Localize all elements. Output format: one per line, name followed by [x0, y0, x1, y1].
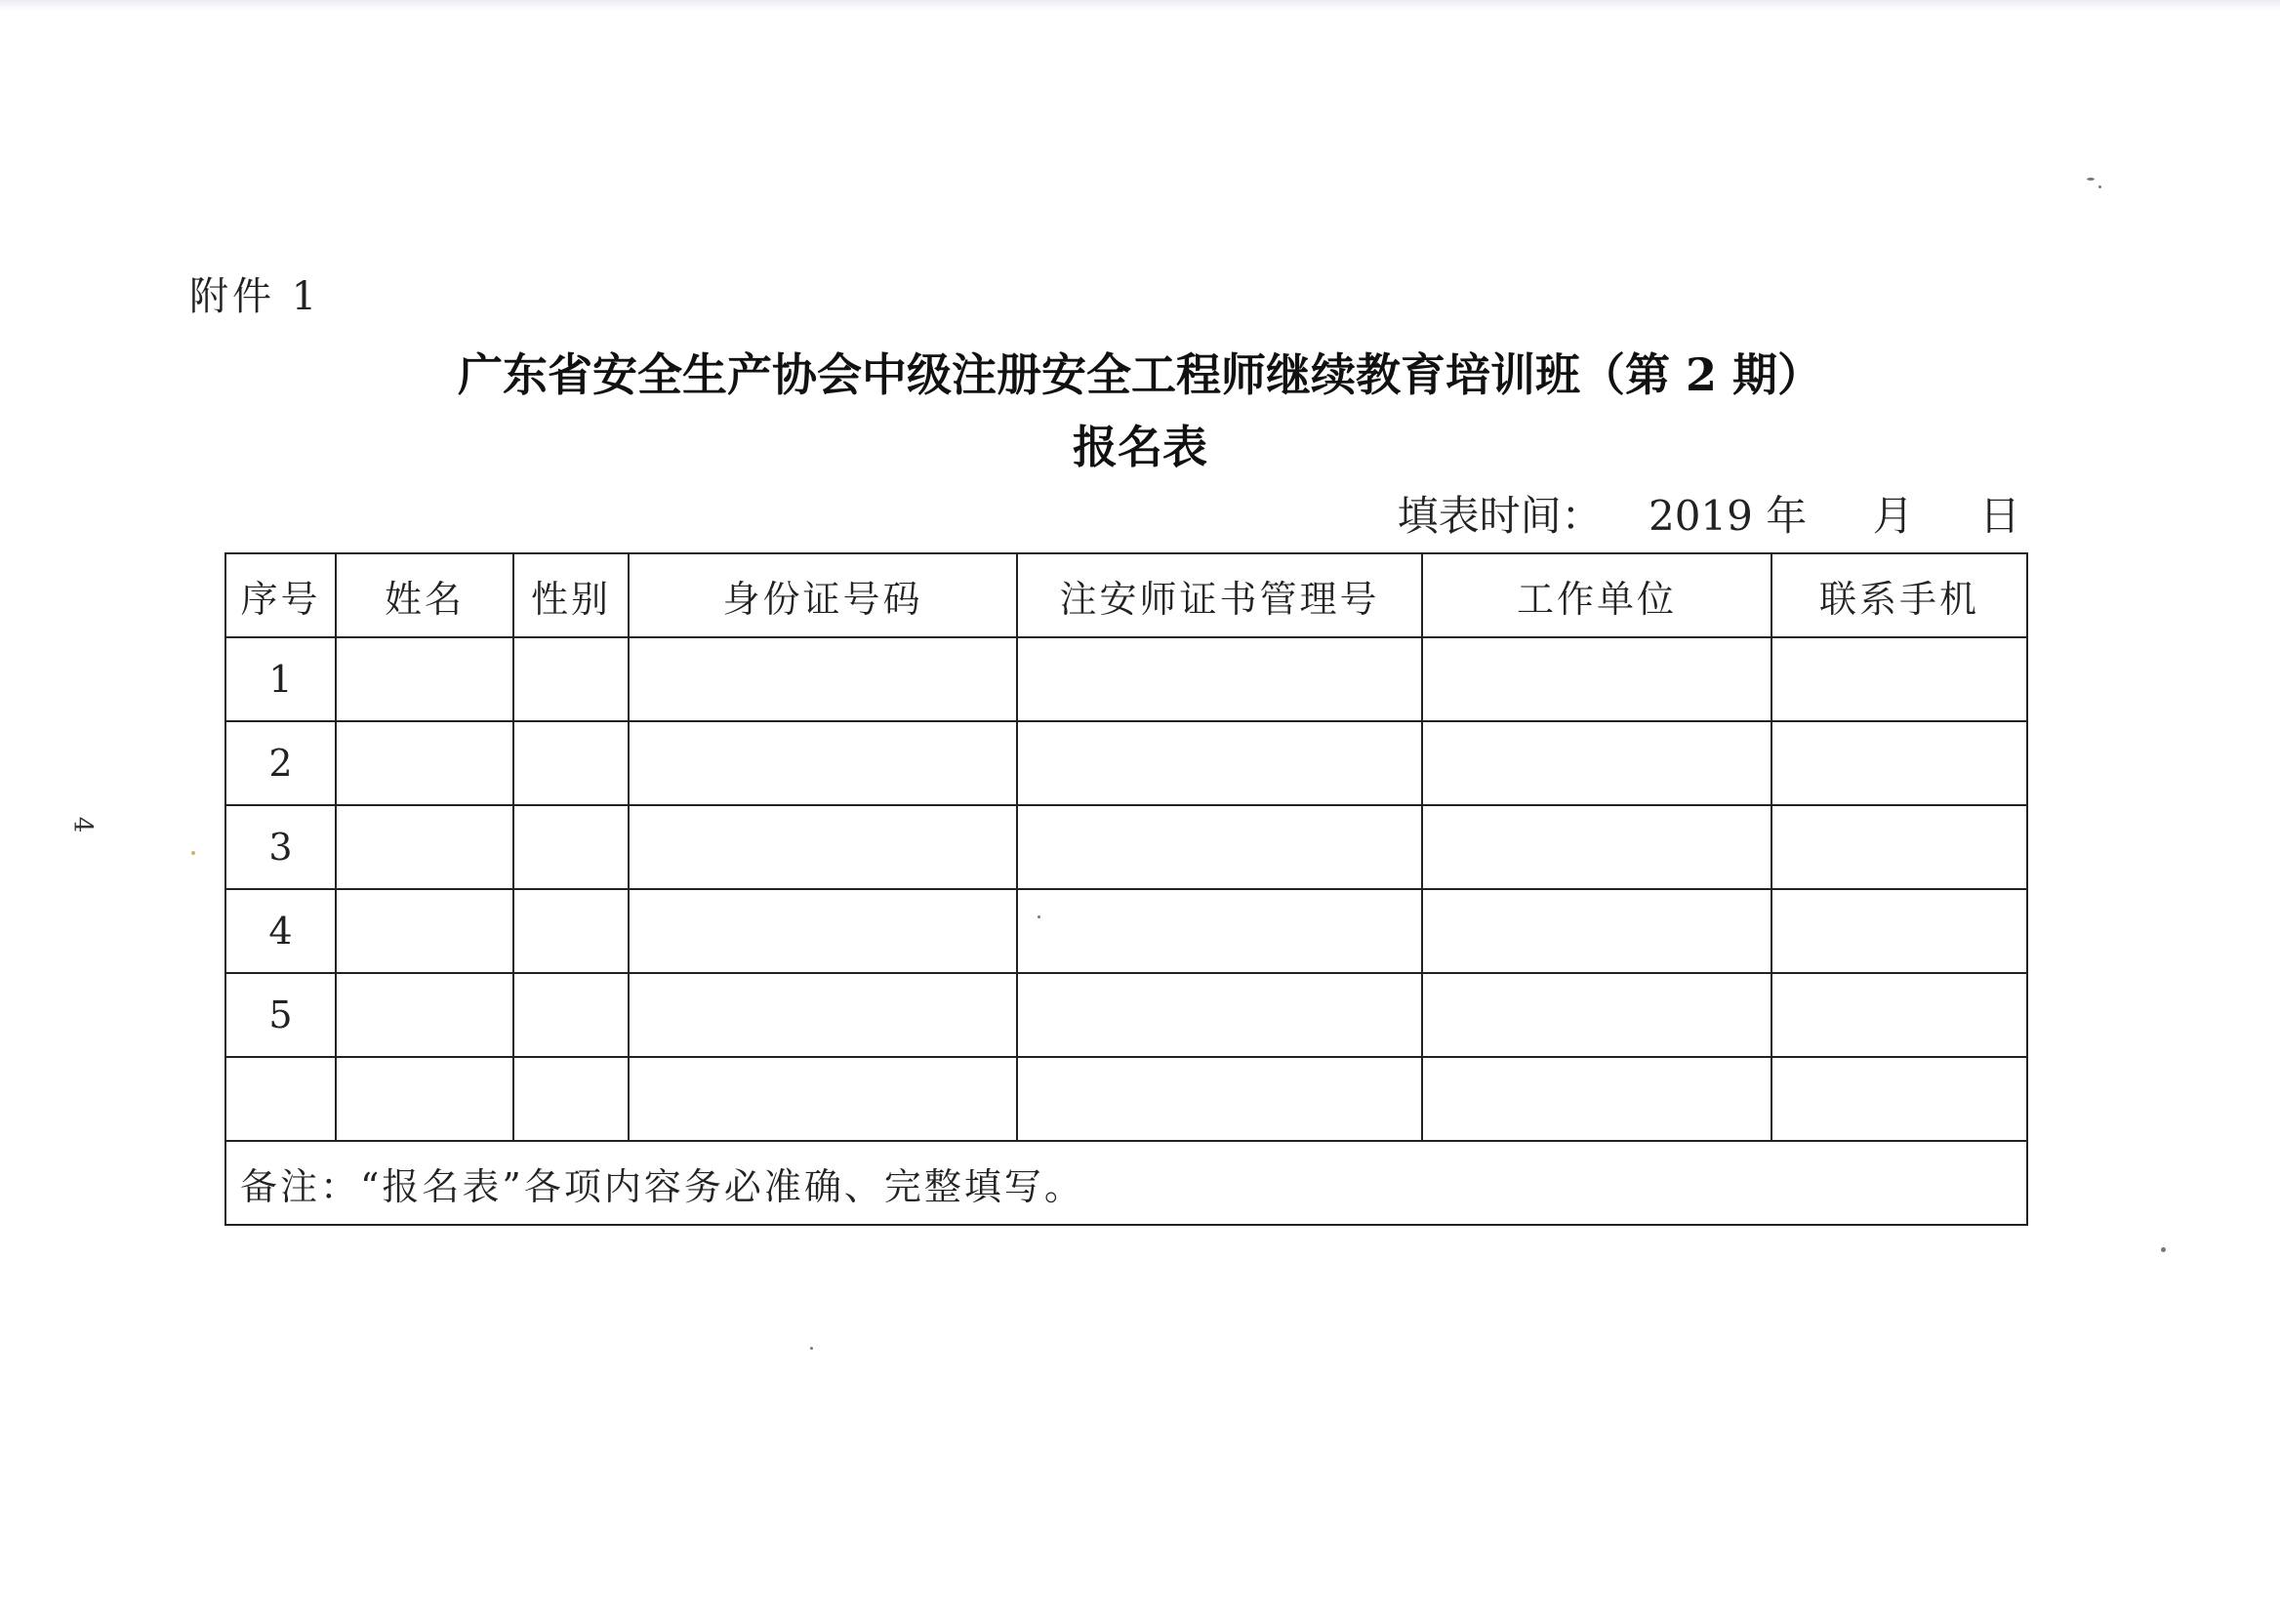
mobile-cell[interactable]: [1771, 1057, 2027, 1141]
id-number-cell[interactable]: [629, 1057, 1017, 1141]
mobile-cell[interactable]: [1771, 889, 2027, 973]
employer-cell[interactable]: [1422, 721, 1771, 805]
table-row: [225, 721, 2027, 805]
employer-cell[interactable]: [1422, 805, 1771, 889]
header-gender: 性别: [513, 553, 629, 637]
fill-date-year: 2019: [1648, 492, 1753, 540]
document-title: 广东省安全生产协会中级注册安全工程师继续教育培训班（第 2 期）: [457, 348, 1823, 401]
employer-cell[interactable]: [1422, 889, 1771, 973]
table-row: [225, 973, 2027, 1057]
registration-table: [224, 552, 2028, 1226]
table-row: [225, 805, 2027, 889]
mobile-cell[interactable]: [1771, 805, 2027, 889]
page-number: 4: [67, 816, 98, 833]
employer-cell[interactable]: [1422, 1057, 1771, 1141]
row-index: 2: [225, 721, 336, 805]
employer-cell[interactable]: [1422, 973, 1771, 1057]
scan-speck: [2161, 1247, 2166, 1252]
employer-cell[interactable]: [1422, 637, 1771, 721]
scan-edge-shading: [0, 0, 2280, 10]
gender-cell[interactable]: [513, 1057, 629, 1141]
id-number-cell[interactable]: [629, 637, 1017, 721]
certificate-number-cell[interactable]: [1017, 805, 1422, 889]
fill-date-year-unit: 年: [1766, 492, 1808, 540]
mobile-cell[interactable]: [1771, 973, 2027, 1057]
row-index: 1: [225, 637, 336, 721]
name-cell[interactable]: [336, 805, 513, 889]
gender-cell[interactable]: [513, 805, 629, 889]
header-id-number: 身份证号码: [629, 553, 1017, 637]
certificate-number-cell[interactable]: [1017, 721, 1422, 805]
table-header-row: [225, 553, 2027, 637]
fill-date-line: [1398, 484, 2020, 543]
certificate-number-cell[interactable]: [1017, 889, 1422, 973]
row-index: 4: [225, 889, 336, 973]
name-cell[interactable]: [336, 973, 513, 1057]
row-index: 3: [225, 805, 336, 889]
name-cell[interactable]: [336, 889, 513, 973]
scan-speck: [2098, 185, 2101, 188]
fill-date-label: 填表时间：: [1397, 492, 1603, 540]
gender-cell[interactable]: [513, 637, 629, 721]
scan-speck: [191, 851, 195, 855]
document-subtitle: 报名表: [1073, 421, 1207, 473]
remark-text: 备注：“报名表”各项内容务必准确、完整填写。: [225, 1141, 2027, 1225]
certificate-number-cell[interactable]: [1017, 973, 1422, 1057]
id-number-cell[interactable]: [629, 889, 1017, 973]
scan-speck: [2087, 178, 2095, 181]
row-index: 5: [225, 973, 336, 1057]
row-index: [225, 1057, 336, 1141]
mobile-cell[interactable]: [1771, 637, 2027, 721]
header-mobile: 联系手机: [1771, 553, 2027, 637]
id-number-cell[interactable]: [629, 721, 1017, 805]
header-index: 序号: [225, 553, 336, 637]
gender-cell[interactable]: [513, 721, 629, 805]
table-row: [225, 637, 2027, 721]
remark-row: [225, 1141, 2027, 1225]
name-cell[interactable]: [336, 637, 513, 721]
attachment-label: 附件 1: [189, 274, 321, 319]
scan-speck: [1038, 915, 1040, 918]
certificate-number-cell[interactable]: [1017, 637, 1422, 721]
fill-date-month-unit: 月: [1872, 492, 1914, 540]
scan-speck: [810, 1347, 813, 1350]
gender-cell[interactable]: [513, 889, 629, 973]
header-certificate-number: 注安师证书管理号: [1017, 553, 1422, 637]
name-cell[interactable]: [336, 721, 513, 805]
table-row: [225, 1057, 2027, 1141]
id-number-cell[interactable]: [629, 805, 1017, 889]
fill-date-day-unit: 日: [1978, 492, 2020, 540]
table-row: [225, 889, 2027, 973]
id-number-cell[interactable]: [629, 973, 1017, 1057]
name-cell[interactable]: [336, 1057, 513, 1141]
header-name: 姓名: [336, 553, 513, 637]
header-employer: 工作单位: [1422, 553, 1771, 637]
gender-cell[interactable]: [513, 973, 629, 1057]
mobile-cell[interactable]: [1771, 721, 2027, 805]
certificate-number-cell[interactable]: [1017, 1057, 1422, 1141]
